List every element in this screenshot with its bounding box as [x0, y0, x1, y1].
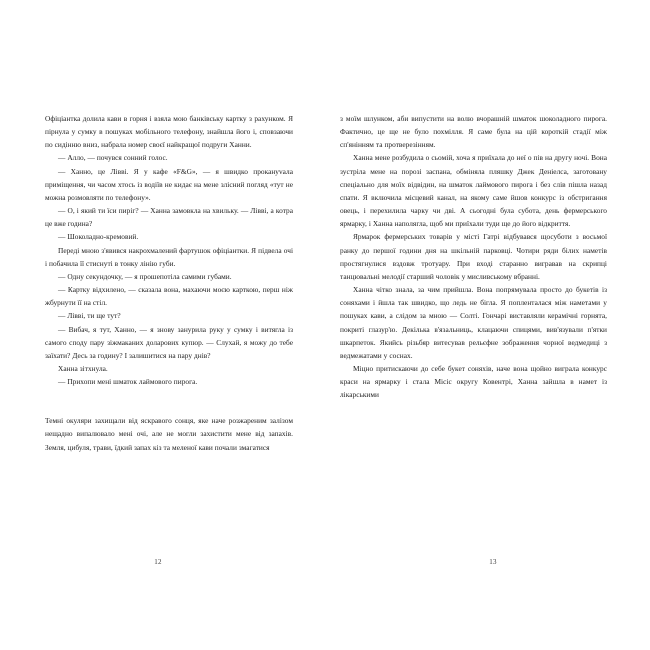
paragraph: — Вибач, я тут, Ханно, — я знову занурила руку у сумку і витягла із самого споду пару зіжмаканих доларових купюр. — Слухай, я можу до тебе заїхати? Десь за годину? І залишитися на пару днів?	[45, 324, 293, 360]
paragraph: — Шоколадно-кремовий.	[58, 232, 139, 242]
paragraph: Ханна чітко знала, за чим прийшла. Вона попрямувала просто до букетів із соняхами і йшла так швидко, що ледь не бігла. Я попленталася між наметами у пошуках кави, а слідом за мною — Солті. Гончарі виставляли керамічні горнята, покриті глазур'ю. Декілька в'язальниць, клацаючи спицями, вив'язували п'ятки шкарпеток. Якийсь різьбяр витесував рельєфне зображення чорної ведмедиці з ведмежатами у соснах.	[340, 285, 607, 360]
page-left-textblock	[45, 112, 293, 454]
section-break	[45, 388, 293, 414]
paragraph: — Лівві, ти ще тут?	[58, 311, 121, 321]
paragraph: — О, і який ти їси пиріг? — Ханна замовкла на хвильку. — Лівві, а котра це вже година?	[45, 206, 293, 229]
page-right-textblock	[340, 112, 607, 401]
paragraph: — Прихопи мені шматок лаймового пирога.	[58, 377, 198, 387]
paragraph: Темні окуляри захищали від яскравого сонця, яке наче розжареним залізом нещадно випалювало мені очі, але не могли захистити мене від запахів. Земля, цибуля, трави, їдкий запах кіз та меленої кави почали змагатися	[45, 416, 293, 452]
paragraph: Ханна мене розбудила о сьомій, хоча я приїхала до неї о пів на другу ночі. Вона зустріла мене на порозі заспана, обміняла пляшку Джек Деніелса, заготовану спеціально для моїх відвідин, на шматок лаймового пирога і без слів пішла назад спати. Я включила місцевий канал, на якому саме йшов конкурс із обстригання овець, і перехилила чарку чи дві. А сьогодні була субота, день фермерського ярмарку, і Ханна наполягла, щоб ми приїхали туди ще до його відкриття.	[340, 153, 607, 229]
page-right	[325, 0, 650, 650]
page-number-right: 13	[489, 558, 497, 566]
paragraph: Офіціантка долила кави в горня і взяла мою банківську картку з рахунком. Я пірнула у сумку в пошуках мобільного телефону, знайшла його і, сповзаючи по сидінню вниз, набрала номер своєї найкращої подруги Ханни.	[45, 114, 293, 150]
paragraph: — Ханно, це Лівві. Я у кафе «F&G», — я швидко прокануvала приміщення, чи часом хтось із водіїв не кидає на мене злісний погляд «тут не можна розмовляти по телефону».	[45, 166, 293, 202]
paragraph: Переді мною з'явився накрохмалений фартушок офіціантки. Я підвела очі і побачила її стиснуті в тонку лінію губи.	[45, 245, 293, 268]
paragraph: Ярмарок фермерських товарів у місті Гатрі відбувався щосуботи з восьмої ранку до першої години дня на шкільній парковці. Чотири ряди білих наметів простягнулися вздовж тротуару. При вході старанно вигравав на скрипці танцювальні мелодії старший чоловік у мисливському вбранні.	[340, 232, 607, 281]
paragraph: — Одну секундочку, — я прошепотіла самими губами.	[58, 271, 232, 281]
paragraph: — Алло, — почувся сонний голос.	[58, 153, 168, 163]
paragraph: Міцно притискаючи до себе букет соняхів, наче вона щойно виграла конкурс краси на ярмарку і стала Місіс округу Ковентрі, Ханна зайшла в намет із лікарськими	[340, 363, 607, 400]
paragraph: Ханна зітхнула.	[58, 363, 108, 373]
paragraph: — Картку відхилено, — сказала вона, махаючи моєю карткою, перш ніж жбурнути її на стіл.	[45, 285, 293, 308]
paragraph: з моїм шлунком, аби випустити на волю вчорашній шматок шоколадного пирога. Фактично, це ще не було похмілля. Я саме була на цій короткій стадії між сп'янінням та протверезінням.	[340, 114, 607, 150]
page-number-left: 12	[154, 558, 162, 566]
